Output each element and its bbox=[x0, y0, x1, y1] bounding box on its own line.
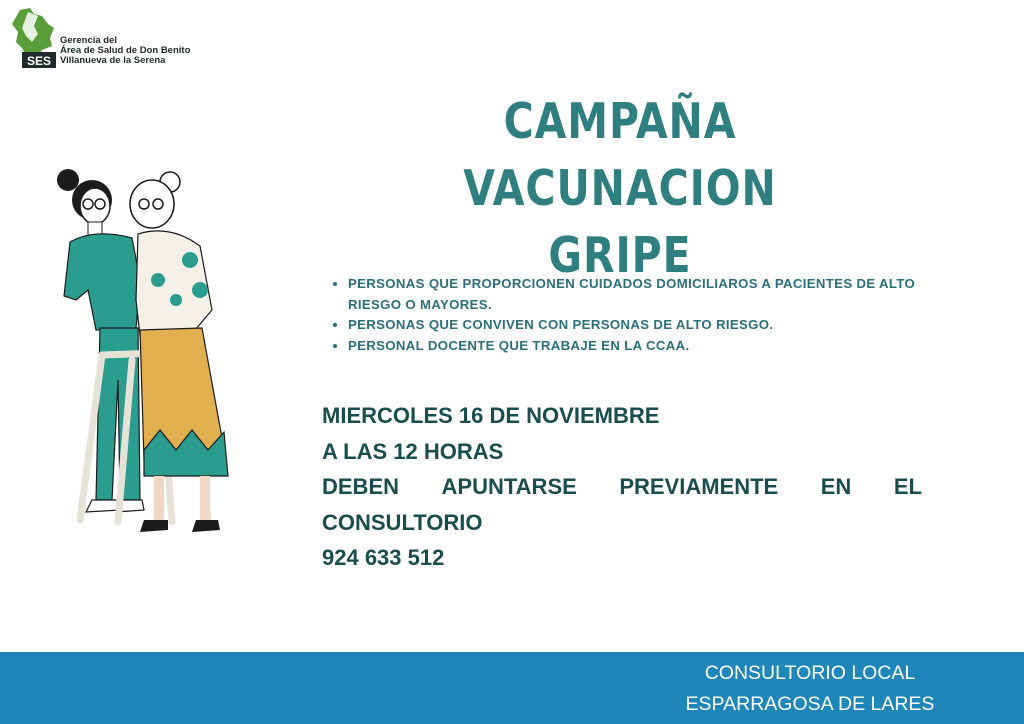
footer-line-2: ESPARRAGOSA DE LARES bbox=[685, 693, 935, 715]
event-date: MIERCOLES 16 DE NOVIEMBRE bbox=[322, 403, 660, 428]
registration-notice: DEBEN APUNTARSE PREVIAMENTE EN EL bbox=[322, 474, 922, 499]
footer-line-1: CONSULTORIO LOCAL bbox=[704, 662, 916, 684]
list-item: • PERSONAS QUE PROPORCIONEN CUIDADOS DOMICILIAROS A PACIENTES DE ALTO RIESGO O MAYORES. bbox=[348, 274, 943, 315]
campaign-title bbox=[341, 88, 899, 289]
event-info bbox=[322, 398, 922, 576]
title-line-1: CAMPAÑA VACUNACION bbox=[463, 93, 777, 217]
footer-text bbox=[660, 658, 960, 720]
target-groups-list bbox=[330, 274, 943, 356]
elderly-woman-figure bbox=[130, 172, 228, 532]
extremadura-map-icon bbox=[8, 6, 58, 70]
event-time: A LAS 12 HORAS bbox=[322, 438, 504, 464]
caregiver-figure bbox=[57, 169, 144, 512]
logo-badge: SES bbox=[26, 54, 52, 68]
caregiver-elderly-illustration bbox=[40, 160, 280, 540]
registration-place: CONSULTORIO bbox=[322, 509, 483, 535]
list-item: • PERSONAS QUE CONVIVEN CON PERSONAS DE ALTO RIESGO. bbox=[348, 315, 943, 336]
list-item: • PERSONAL DOCENTE QUE TRABAJE EN LA CCAA. bbox=[348, 336, 943, 357]
logo-text: Gerencia del Área de Salud de Don Benito Villanueva de la Serena bbox=[60, 35, 191, 66]
phone-number: 924 633 512 bbox=[322, 545, 445, 570]
logo bbox=[8, 6, 238, 72]
title-line-2: GRIPE bbox=[548, 227, 692, 284]
